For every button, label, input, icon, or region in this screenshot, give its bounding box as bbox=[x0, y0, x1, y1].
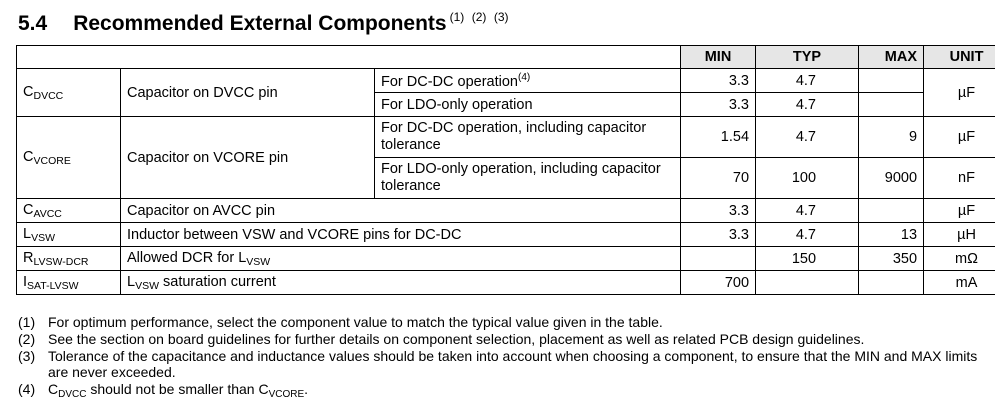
description-cell: $L_{VSW}$ saturation current bbox=[121, 271, 681, 295]
table-header-row bbox=[17, 46, 995, 69]
typ-cell: 4.7 bbox=[756, 69, 859, 93]
section-heading bbox=[18, 10, 509, 36]
footnote-label: (4) bbox=[18, 381, 36, 398]
table-row bbox=[17, 223, 995, 247]
footnote-label: (1) bbox=[18, 314, 36, 330]
footnote-text: $C_{DVCC}$ should not be smaller than $C_{VCORE}$. bbox=[48, 381, 309, 401]
min-cell bbox=[681, 247, 756, 271]
footnotes bbox=[18, 314, 978, 404]
max-cell: 9000 bbox=[859, 158, 924, 199]
footnote-text: For optimum performance, select the component value to match the typical value given in the table. bbox=[48, 314, 663, 330]
header-max: MAX bbox=[859, 46, 924, 69]
max-cell bbox=[859, 69, 924, 93]
symbol-cell: $C_{DVCC}$ bbox=[17, 69, 121, 117]
header-unit: UNIT bbox=[924, 46, 995, 69]
symbol-cell: $C_{VCORE}$ bbox=[17, 117, 121, 199]
max-cell bbox=[859, 93, 924, 117]
condition-cell: For DC-DC operation$^{(4)}$ bbox=[375, 69, 681, 93]
min-cell: 3.3 bbox=[681, 69, 756, 93]
symbol-cell: $L_{VSW}$ bbox=[17, 223, 121, 247]
table-row bbox=[17, 199, 995, 223]
description-cell: Inductor between VSW and VCORE pins for DC-DC bbox=[121, 223, 681, 247]
typ-cell bbox=[756, 271, 859, 295]
typ-cell: 150 bbox=[756, 247, 859, 271]
max-cell bbox=[859, 271, 924, 295]
condition-cell: For LDO-only operation bbox=[375, 93, 681, 117]
symbol-cell: $I_{SAT-LVSW}$ bbox=[17, 271, 121, 295]
typ-cell: 100 bbox=[756, 158, 859, 199]
footnote-label: (3) bbox=[18, 347, 36, 364]
condition-cell: For LDO-only operation, including capacitor tolerance bbox=[375, 158, 681, 199]
footnote bbox=[18, 348, 978, 382]
footnote-ref: (2) bbox=[471, 10, 487, 24]
unit-cell: mΩ bbox=[924, 247, 995, 271]
unit-cell: mA bbox=[924, 271, 995, 295]
header-blank bbox=[17, 46, 681, 69]
max-cell: 13 bbox=[859, 223, 924, 247]
min-cell: 3.3 bbox=[681, 223, 756, 247]
unit-cell: µF bbox=[924, 117, 995, 158]
min-cell: 1.54 bbox=[681, 117, 756, 158]
symbol-cell: $R_{LVSW-DCR}$ bbox=[17, 247, 121, 271]
table-row bbox=[17, 271, 995, 295]
min-cell: 70 bbox=[681, 158, 756, 199]
min-cell: 3.3 bbox=[681, 93, 756, 117]
typ-cell: 4.7 bbox=[756, 117, 859, 158]
min-cell: 700 bbox=[681, 271, 756, 295]
footnote-text: See the section on board guidelines for further details on component selection, placement as well as related PCB design guidelines. bbox=[48, 330, 865, 347]
min-cell: 3.3 bbox=[681, 199, 756, 223]
unit-cell: nF bbox=[924, 158, 995, 199]
footnote bbox=[18, 381, 978, 404]
table-row bbox=[17, 247, 995, 271]
footnote-text: Tolerance of the capacitance and inductance values should be taken into account when choosing a component, to ensure that the MIN and MAX limits are never exceeded. bbox=[48, 347, 978, 381]
description-cell: Capacitor on AVCC pin bbox=[121, 199, 681, 223]
footnote bbox=[18, 331, 978, 348]
typ-cell: 4.7 bbox=[756, 93, 859, 117]
description-cell: Capacitor on DVCC pin bbox=[121, 69, 375, 117]
header-typ: TYP bbox=[756, 46, 859, 69]
section-title: Recommended External Components bbox=[73, 12, 447, 35]
symbol-cell: $C_{AVCC}$ bbox=[17, 199, 121, 223]
footnote-ref: (1) bbox=[449, 10, 465, 24]
table-row bbox=[17, 69, 995, 93]
unit-cell: µH bbox=[924, 223, 995, 247]
condition-cell: For DC-DC operation, including capacitor tolerance bbox=[375, 117, 681, 158]
max-cell bbox=[859, 199, 924, 223]
footnote-label: (2) bbox=[18, 330, 36, 347]
typ-cell: 4.7 bbox=[756, 223, 859, 247]
unit-cell: µF bbox=[924, 69, 995, 117]
max-cell: 350 bbox=[859, 247, 924, 271]
table-row bbox=[17, 117, 995, 158]
footnote bbox=[18, 314, 978, 331]
description-cell: Capacitor on VCORE pin bbox=[121, 117, 375, 199]
description-cell: Allowed DCR for $L_{VSW}$ bbox=[121, 247, 681, 271]
components-table bbox=[16, 45, 995, 295]
footnote-ref: (3) bbox=[493, 10, 509, 24]
unit-cell: µF bbox=[924, 199, 995, 223]
max-cell: 9 bbox=[859, 117, 924, 158]
header-min: MIN bbox=[681, 46, 756, 69]
typ-cell: 4.7 bbox=[756, 199, 859, 223]
section-number: 5.4 bbox=[18, 12, 48, 35]
